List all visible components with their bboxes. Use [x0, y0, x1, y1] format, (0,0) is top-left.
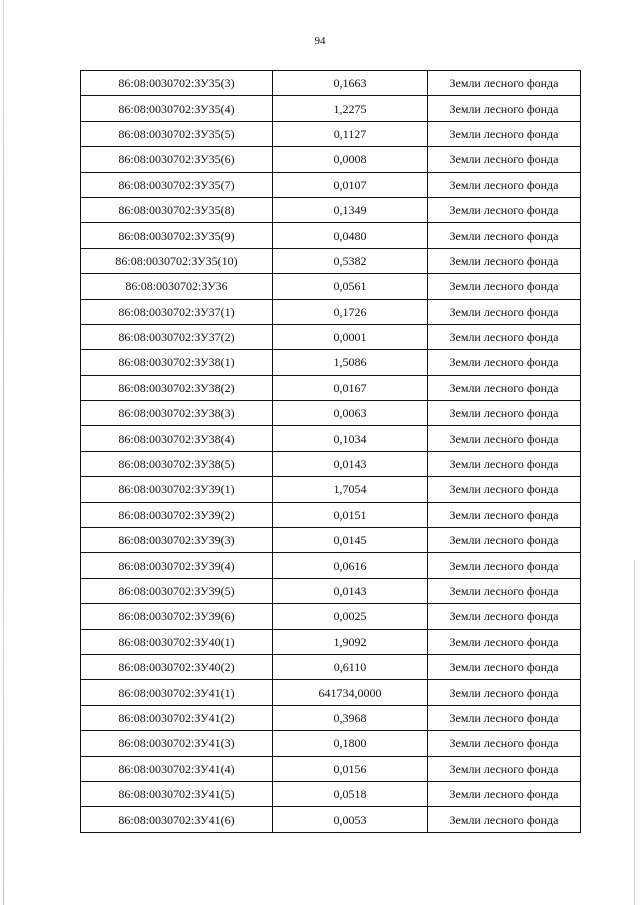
- land-category-cell: Земли лесного фонда: [428, 451, 581, 476]
- table-row: [81, 553, 581, 578]
- cadastral-number-cell: 86:08:0030702:ЗУ38(3): [81, 401, 273, 426]
- cadastral-number-cell: 86:08:0030702:ЗУ36: [81, 274, 273, 299]
- table-row: [81, 528, 581, 553]
- area-cell: 0,0616: [273, 553, 428, 578]
- land-category-cell: Земли лесного фонда: [428, 375, 581, 400]
- land-category-cell: Земли лесного фонда: [428, 680, 581, 705]
- table-row: [81, 299, 581, 324]
- cadastral-number-cell: 86:08:0030702:ЗУ39(6): [81, 604, 273, 629]
- area-cell: 0,3968: [273, 705, 428, 730]
- cadastral-number-cell: 86:08:0030702:ЗУ35(10): [81, 248, 273, 273]
- cadastral-number-cell: 86:08:0030702:ЗУ38(1): [81, 350, 273, 375]
- land-category-cell: Земли лесного фонда: [428, 172, 581, 197]
- table-row: [81, 375, 581, 400]
- land-category-cell: Земли лесного фонда: [428, 629, 581, 654]
- land-category-cell: Земли лесного фонда: [428, 604, 581, 629]
- area-cell: 0,0143: [273, 451, 428, 476]
- table-row: [81, 248, 581, 273]
- cadastral-number-cell: 86:08:0030702:ЗУ41(5): [81, 781, 273, 806]
- cadastral-number-cell: 86:08:0030702:ЗУ35(4): [81, 96, 273, 121]
- land-category-cell: Земли лесного фонда: [428, 274, 581, 299]
- cadastral-number-cell: 86:08:0030702:ЗУ41(6): [81, 807, 273, 832]
- cadastral-number-cell: 86:08:0030702:ЗУ39(4): [81, 553, 273, 578]
- land-category-cell: Земли лесного фонда: [428, 324, 581, 349]
- table-row: [81, 96, 581, 121]
- table-row: [81, 147, 581, 172]
- land-category-cell: Земли лесного фонда: [428, 528, 581, 553]
- cadastral-number-cell: 86:08:0030702:ЗУ38(2): [81, 375, 273, 400]
- area-cell: 0,1663: [273, 71, 428, 96]
- table-row: [81, 578, 581, 603]
- land-category-cell: Земли лесного фонда: [428, 96, 581, 121]
- table-row: [81, 629, 581, 654]
- cadastral-number-cell: 86:08:0030702:ЗУ39(3): [81, 528, 273, 553]
- table-row: [81, 654, 581, 679]
- area-cell: 0,0145: [273, 528, 428, 553]
- table-row: [81, 604, 581, 629]
- table-row: [81, 324, 581, 349]
- cadastral-number-cell: 86:08:0030702:ЗУ38(5): [81, 451, 273, 476]
- table-row: [81, 172, 581, 197]
- area-cell: 0,0167: [273, 375, 428, 400]
- area-cell: 0,1349: [273, 197, 428, 222]
- area-cell: 0,0053: [273, 807, 428, 832]
- cadastral-number-cell: 86:08:0030702:ЗУ35(5): [81, 121, 273, 146]
- land-category-cell: Земли лесного фонда: [428, 756, 581, 781]
- land-category-cell: Земли лесного фонда: [428, 426, 581, 451]
- area-cell: 0,0480: [273, 223, 428, 248]
- scan-edge-right: [634, 560, 635, 905]
- land-category-cell: Земли лесного фонда: [428, 299, 581, 324]
- table-row: [81, 781, 581, 806]
- land-category-cell: Земли лесного фонда: [428, 654, 581, 679]
- land-category-cell: Земли лесного фонда: [428, 477, 581, 502]
- land-category-cell: Земли лесного фонда: [428, 223, 581, 248]
- land-category-cell: Земли лесного фонда: [428, 71, 581, 96]
- cadastral-number-cell: 86:08:0030702:ЗУ40(1): [81, 629, 273, 654]
- land-category-cell: Земли лесного фонда: [428, 350, 581, 375]
- table-row: [81, 477, 581, 502]
- land-plots-table: [80, 70, 581, 833]
- area-cell: 0,0151: [273, 502, 428, 527]
- page-number: 94: [314, 35, 326, 47]
- table-row: [81, 731, 581, 756]
- table-row: [81, 274, 581, 299]
- table-row: [81, 502, 581, 527]
- table-body: [81, 71, 581, 833]
- table-row: [81, 401, 581, 426]
- table-row: [81, 705, 581, 730]
- area-cell: 0,0001: [273, 324, 428, 349]
- cadastral-number-cell: 86:08:0030702:ЗУ41(1): [81, 680, 273, 705]
- area-cell: 0,0025: [273, 604, 428, 629]
- area-cell: 0,0008: [273, 147, 428, 172]
- area-cell: 641734,0000: [273, 680, 428, 705]
- land-category-cell: Земли лесного фонда: [428, 147, 581, 172]
- area-cell: 0,0561: [273, 274, 428, 299]
- area-cell: 0,1726: [273, 299, 428, 324]
- land-category-cell: Земли лесного фонда: [428, 248, 581, 273]
- cadastral-number-cell: 86:08:0030702:ЗУ38(4): [81, 426, 273, 451]
- cadastral-number-cell: 86:08:0030702:ЗУ35(9): [81, 223, 273, 248]
- cadastral-number-cell: 86:08:0030702:ЗУ39(5): [81, 578, 273, 603]
- area-cell: 1,5086: [273, 350, 428, 375]
- land-category-cell: Земли лесного фонда: [428, 502, 581, 527]
- land-category-cell: Земли лесного фонда: [428, 121, 581, 146]
- area-cell: 0,5382: [273, 248, 428, 273]
- table-row: [81, 426, 581, 451]
- cadastral-number-cell: 86:08:0030702:ЗУ35(6): [81, 147, 273, 172]
- cadastral-number-cell: 86:08:0030702:ЗУ35(7): [81, 172, 273, 197]
- table-row: [81, 121, 581, 146]
- area-cell: 0,0063: [273, 401, 428, 426]
- land-category-cell: Земли лесного фонда: [428, 578, 581, 603]
- area-cell: 0,0518: [273, 781, 428, 806]
- area-cell: 1,2275: [273, 96, 428, 121]
- table-row: [81, 451, 581, 476]
- area-cell: 1,9092: [273, 629, 428, 654]
- land-category-cell: Земли лесного фонда: [428, 781, 581, 806]
- land-category-cell: Земли лесного фонда: [428, 731, 581, 756]
- area-cell: 0,0107: [273, 172, 428, 197]
- table-row: [81, 350, 581, 375]
- table-row: [81, 680, 581, 705]
- area-cell: 0,1127: [273, 121, 428, 146]
- area-cell: 0,0156: [273, 756, 428, 781]
- cadastral-number-cell: 86:08:0030702:ЗУ39(1): [81, 477, 273, 502]
- table-row: [81, 197, 581, 222]
- table-row: [81, 807, 581, 832]
- area-cell: 1,7054: [273, 477, 428, 502]
- area-cell: 0,6110: [273, 654, 428, 679]
- table-row: [81, 756, 581, 781]
- land-category-cell: Земли лесного фонда: [428, 553, 581, 578]
- table-row: [81, 223, 581, 248]
- land-category-cell: Земли лесного фонда: [428, 807, 581, 832]
- cadastral-number-cell: 86:08:0030702:ЗУ40(2): [81, 654, 273, 679]
- cadastral-number-cell: 86:08:0030702:ЗУ41(2): [81, 705, 273, 730]
- land-category-cell: Земли лесного фонда: [428, 401, 581, 426]
- cadastral-number-cell: 86:08:0030702:ЗУ37(2): [81, 324, 273, 349]
- table-row: [81, 71, 581, 96]
- cadastral-number-cell: 86:08:0030702:ЗУ35(3): [81, 71, 273, 96]
- cadastral-number-cell: 86:08:0030702:ЗУ41(3): [81, 731, 273, 756]
- area-cell: 0,1800: [273, 731, 428, 756]
- land-category-cell: Земли лесного фонда: [428, 705, 581, 730]
- area-cell: 0,1034: [273, 426, 428, 451]
- cadastral-number-cell: 86:08:0030702:ЗУ35(8): [81, 197, 273, 222]
- scan-edge-left: [3, 0, 4, 905]
- land-category-cell: Земли лесного фонда: [428, 197, 581, 222]
- cadastral-number-cell: 86:08:0030702:ЗУ37(1): [81, 299, 273, 324]
- cadastral-number-cell: 86:08:0030702:ЗУ39(2): [81, 502, 273, 527]
- cadastral-number-cell: 86:08:0030702:ЗУ41(4): [81, 756, 273, 781]
- area-cell: 0,0143: [273, 578, 428, 603]
